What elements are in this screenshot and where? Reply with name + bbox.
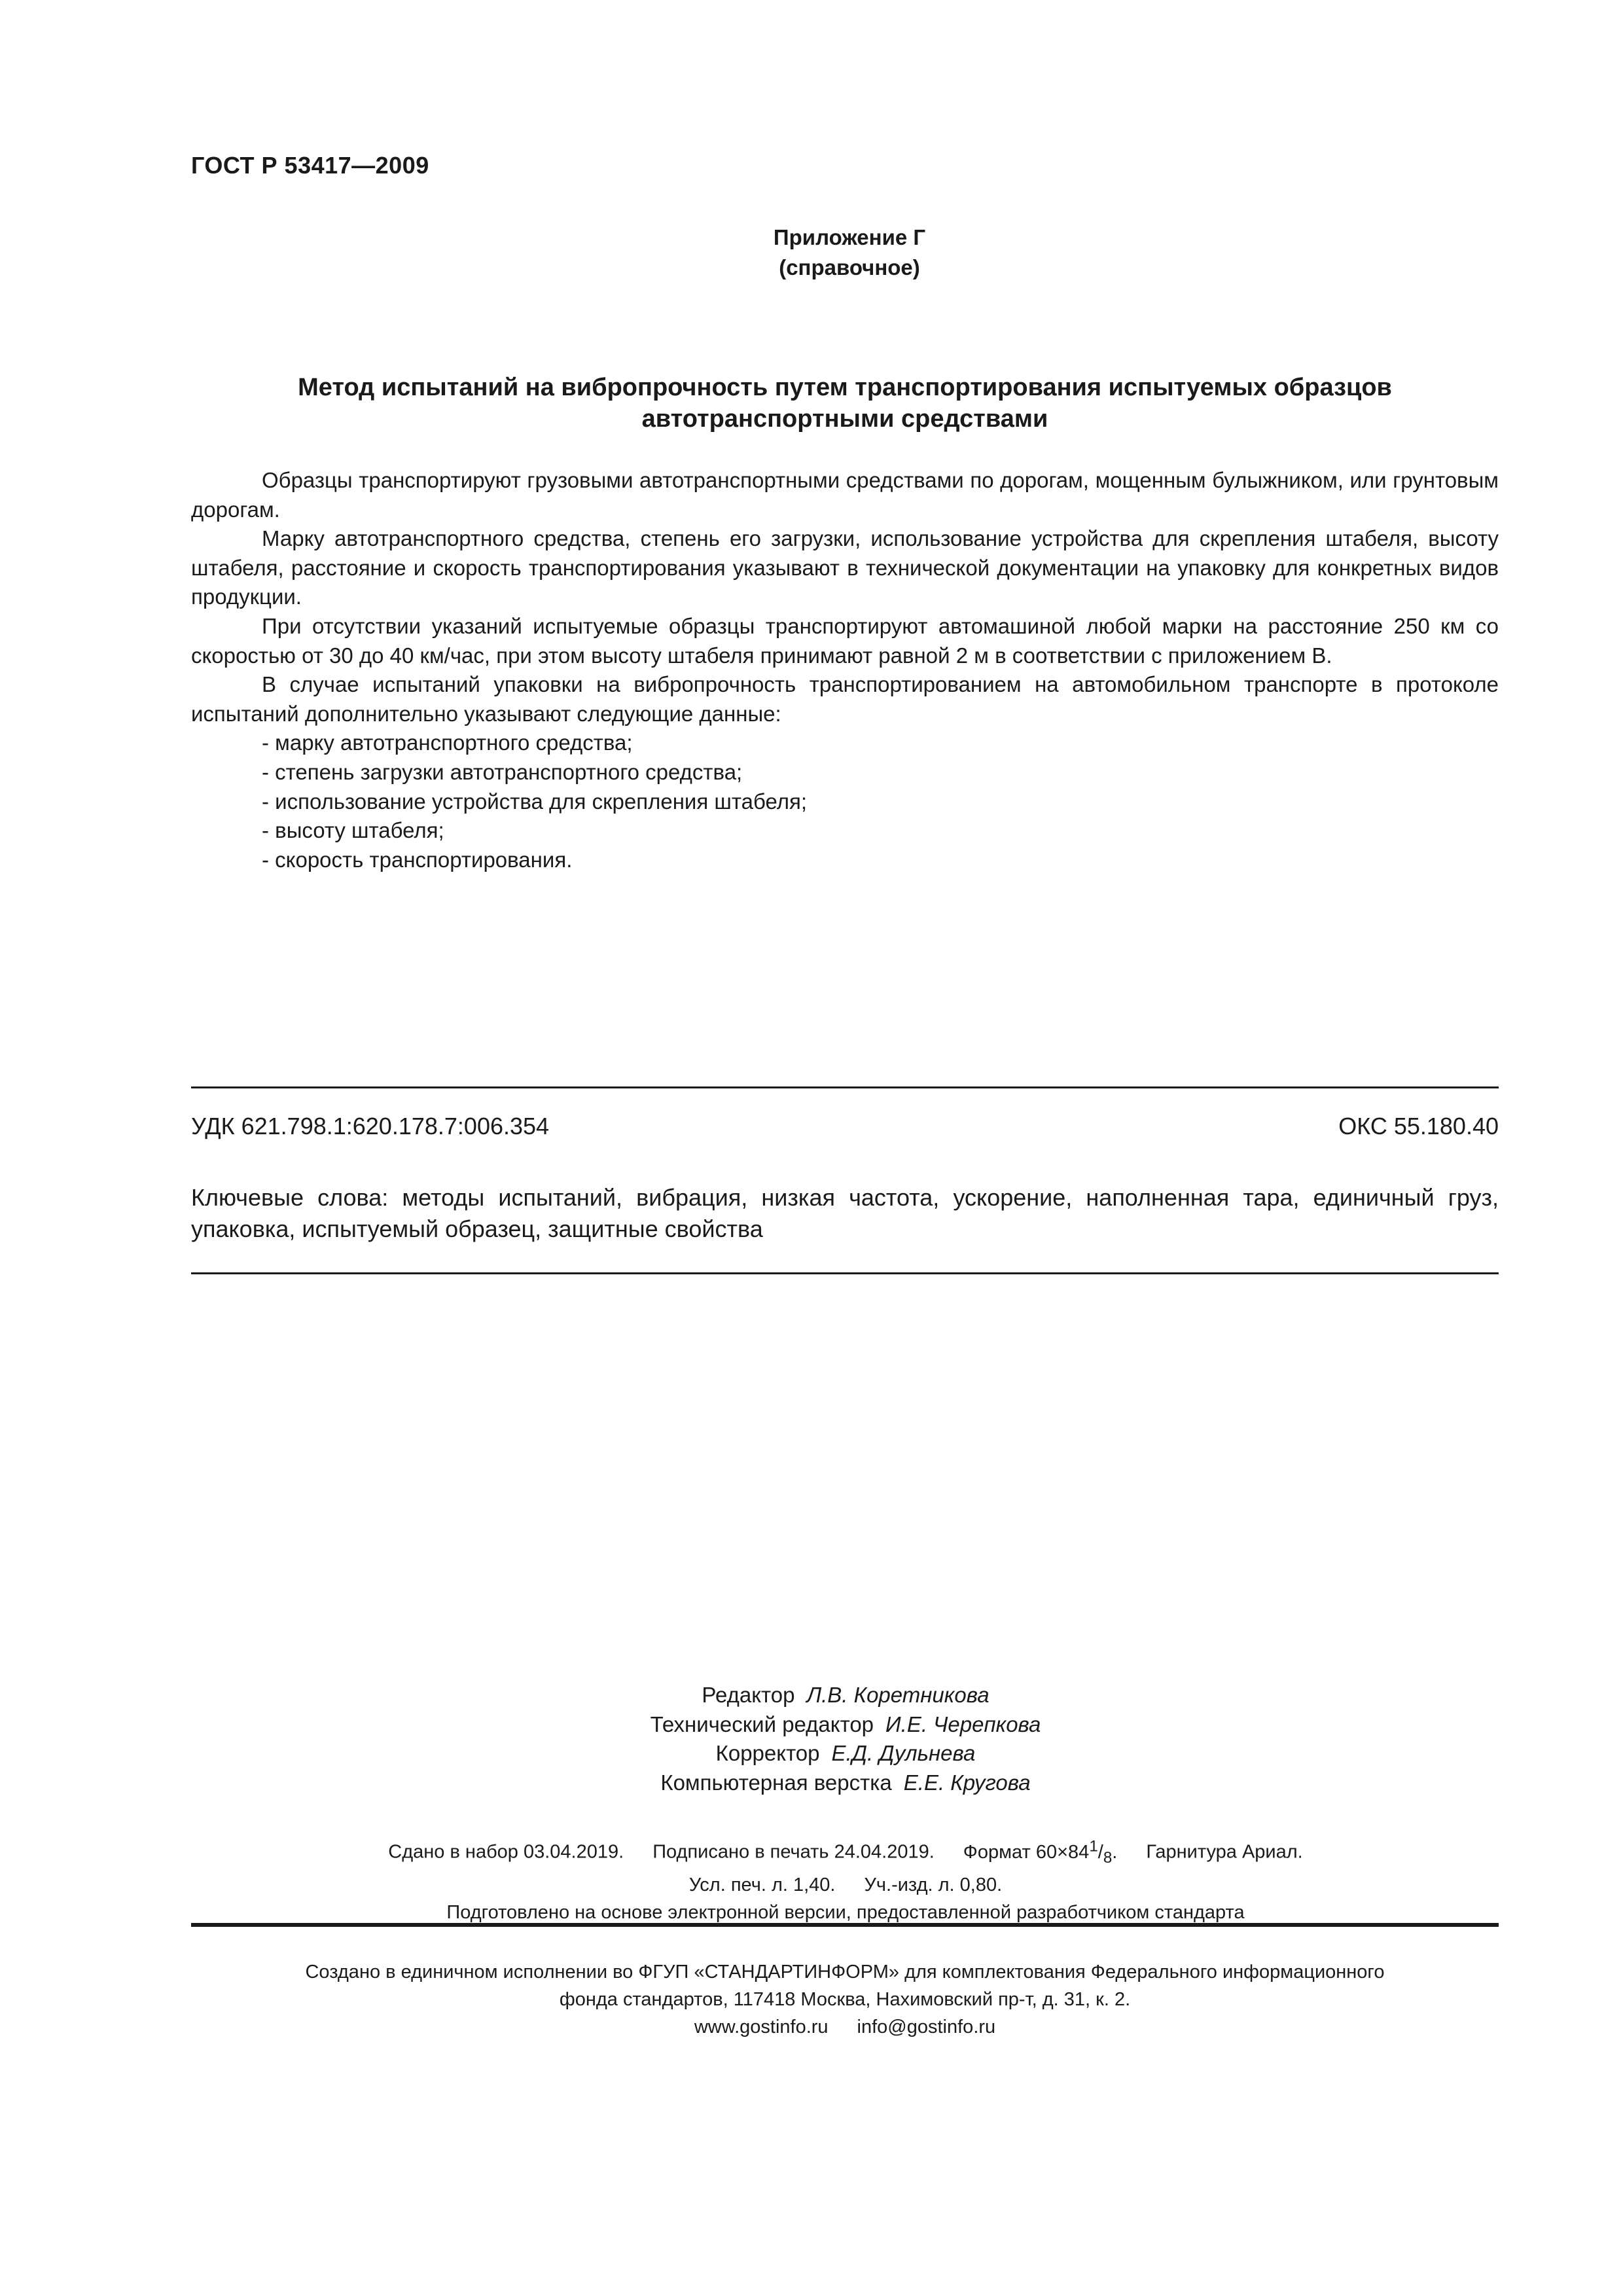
list-item: - марку автотранспортного средства; xyxy=(262,730,633,755)
credit-editor: Редактор Л.В. Коретникова xyxy=(702,1683,990,1707)
list-item: - скорость транспортирования. xyxy=(262,847,573,872)
list-item: - использование устройства для скрепления штабеля; xyxy=(262,789,808,814)
credit-name: Е.Д. Дульнева xyxy=(831,1741,976,1765)
print-sheets: Усл. печ. л. 1,40. xyxy=(688,1874,836,1896)
source-note: Подготовлено на основе электронной версии, предоставленной разработчиком стандарта xyxy=(446,1902,1245,1924)
credits-block xyxy=(34,1681,1623,1797)
credit-proofreader: Корректор Е.Д. Дульнева xyxy=(715,1741,976,1765)
divider-top xyxy=(191,1086,1499,1088)
appendix-type: (справочное) xyxy=(779,255,920,279)
section-title xyxy=(191,372,1499,435)
credit-layout: Компьютерная верстка Е.Е. Кругова xyxy=(660,1770,1031,1795)
footer-line-1: Создано в единичном исполнении во ФГУП «СТАНДАРТИНФОРМ» для комплектования Федерального информационного xyxy=(305,1962,1385,1982)
paragraph: При отсутствии указаний испытуемые образцы транспортируют автомашиной любой марки на расстояние 250 км со скоростью от 30 до 40 км/час, при этом высоту штабеля принимают равной 2 м в соответствии с приложением В. xyxy=(191,613,1499,668)
publisher-footer xyxy=(191,1958,1499,2041)
appendix-heading xyxy=(38,223,1623,283)
list-item: - степень загрузки автотранспортного средства; xyxy=(262,759,743,784)
footer-line-2: фонда стандартов, 117418 Москва, Нахимовский пр-т, д. 31, к. 2. xyxy=(559,1989,1131,2010)
title-line-2: автотранспортными средствами xyxy=(641,405,1048,433)
divider-bottom xyxy=(191,1272,1499,1274)
footer-contacts xyxy=(191,2013,1499,2041)
udk-code: УДК 621.798.1:620.178.7:006.354 xyxy=(191,1113,550,1139)
print-info-line-2 xyxy=(34,1871,1623,1899)
typeset-date: Сдано в набор 03.04.2019. xyxy=(388,1841,624,1863)
keywords: Ключевые слова: методы испытаний, вибрация, низкая частота, ускорение, наполненная тара, единичный груз, упаковка, испытуемый образец, защитные свойства xyxy=(191,1184,1499,1242)
paragraph: В случае испытаний упаковки на вибропрочность транспортированием на автомобильном транспорте в протоколе испытаний дополнительно указывают следующие данные: xyxy=(191,672,1499,726)
paragraph: Марку автотранспортного средства, степень его загрузки, использование устройства для скрепления штабеля, высоту штабеля, расстояние и скорость транспортирования указывают в технической документации на упаковку для конкретных видов продукции. xyxy=(191,526,1499,609)
credit-name: Л.В. Коретникова xyxy=(806,1683,990,1707)
oks-code: ОКС 55.180.40 xyxy=(1338,1113,1499,1139)
print-info-line-1 xyxy=(34,1833,1623,1871)
divider-footer xyxy=(191,1923,1499,1927)
pub-sheets: Уч.-изд. л. 0,80. xyxy=(864,1874,1003,1896)
credit-name: Е.Е. Кругова xyxy=(903,1770,1031,1795)
credit-name: И.Е. Черепкова xyxy=(885,1712,1041,1736)
standard-code: ГОСТ Р 53417—2009 xyxy=(191,152,429,179)
body-text xyxy=(191,466,1499,874)
data-list xyxy=(191,728,1499,874)
format: Формат $60\times 84^1/_8$. xyxy=(963,1837,1118,1867)
typeface: Гарнитура Ариал. xyxy=(1146,1841,1303,1863)
paragraph: Образцы транспортируют грузовыми автотранспортными средствами по дорогам, мощенным булыжником, или грунтовым дорогам. xyxy=(191,468,1499,522)
credit-tech-editor: Технический редактор И.Е. Черепкова xyxy=(650,1712,1041,1736)
title-line-1: Метод испытаний на вибропрочность путем транспортирования испытуемых образцов xyxy=(298,374,1392,401)
email-link[interactable]: info@gostinfo.ru xyxy=(857,2017,996,2037)
print-info xyxy=(34,1833,1623,1926)
signed-date: Подписано в печать 24.04.2019. xyxy=(652,1841,935,1863)
list-item: - высоту штабеля; xyxy=(262,818,444,843)
website-link[interactable]: www.gostinfo.ru xyxy=(694,2017,829,2037)
appendix-label: Приложение Г xyxy=(773,225,926,249)
